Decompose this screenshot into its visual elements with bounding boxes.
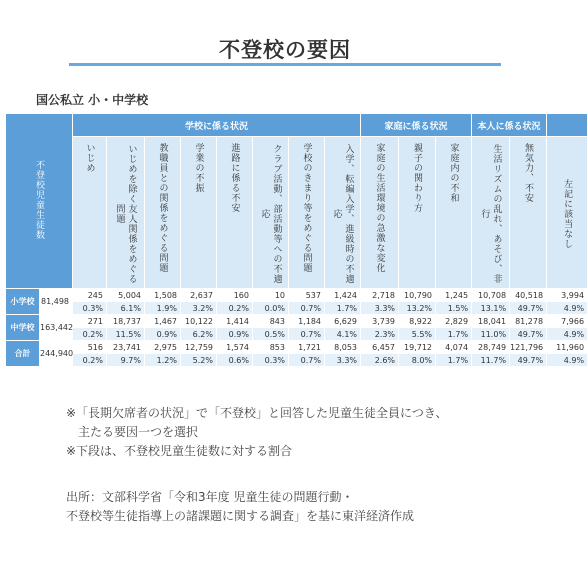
- column-header: [510, 137, 547, 289]
- percent-cell: 2.3%: [361, 328, 399, 341]
- percent-cell: 3.3%: [361, 302, 399, 315]
- count-cell: 10,122: [181, 315, 217, 328]
- column-header-label: いじめを除く友人関係をめぐる問題: [114, 144, 137, 284]
- percent-cell: 0.2%: [217, 302, 253, 315]
- count-cell: 4,074: [436, 341, 472, 354]
- percent-cell: 13.1%: [472, 302, 510, 315]
- column-header: [325, 137, 361, 289]
- percent-cell: 5.2%: [181, 354, 217, 367]
- count-cell: 6,457: [361, 341, 399, 354]
- row-total: 244,940: [40, 341, 73, 367]
- percent-cell: 11.7%: [472, 354, 510, 367]
- count-cell: 12,759: [181, 341, 217, 354]
- count-cell: 1,574: [217, 341, 253, 354]
- percent-cell: 9.7%: [107, 354, 145, 367]
- percent-cell: 1.2%: [145, 354, 181, 367]
- percent-cell: 1.7%: [436, 354, 472, 367]
- column-header-label: 無気力、不安: [523, 143, 534, 203]
- column-header: [399, 137, 436, 289]
- note-line: 主たる要因一つを選択: [78, 425, 199, 439]
- note-line: ※下段は、不登校児童生徒数に対する割合: [66, 444, 293, 458]
- table-row: [6, 328, 588, 341]
- title-underline: [69, 63, 501, 66]
- count-cell: 40,518: [510, 289, 547, 302]
- count-cell: 121,796: [510, 341, 547, 354]
- percent-cell: 6.2%: [181, 328, 217, 341]
- group-none-header: [547, 114, 588, 137]
- percent-cell: 13.2%: [399, 302, 436, 315]
- count-cell: 19,712: [399, 341, 436, 354]
- table-row: [6, 354, 588, 367]
- page-title: 不登校の要因: [219, 38, 351, 62]
- percent-cell: 0.2%: [73, 328, 107, 341]
- percent-cell: 0.3%: [253, 354, 289, 367]
- source-line: 不登校等生徒指導上の諸課題に関する調査」を基に東洋経済作成: [66, 509, 415, 523]
- group-school: 学校に係る状況: [73, 114, 361, 137]
- count-header-cell: [6, 114, 73, 289]
- count-cell: 5,004: [107, 289, 145, 302]
- count-cell: 2,829: [436, 315, 472, 328]
- count-cell: 10,708: [472, 289, 510, 302]
- count-cell: 2,975: [145, 341, 181, 354]
- count-cell: 10,790: [399, 289, 436, 302]
- count-cell: 6,629: [325, 315, 361, 328]
- column-header: [253, 137, 289, 289]
- count-cell: 1,508: [145, 289, 181, 302]
- percent-cell: 0.5%: [253, 328, 289, 341]
- percent-cell: 1.9%: [145, 302, 181, 315]
- count-cell: 537: [289, 289, 325, 302]
- column-header: [289, 137, 325, 289]
- note-line: ※「長期欠席者の状況」で「不登校」と回答した児童生徒全員につき、: [66, 406, 448, 420]
- column-header: [73, 137, 107, 289]
- column-header-label: いじめ: [84, 143, 95, 173]
- column-header-label: 家庭の生活環境の急激な変化: [374, 143, 385, 273]
- percent-cell: 1.7%: [325, 302, 361, 315]
- percent-cell: 4.9%: [547, 302, 588, 315]
- count-cell: 1,424: [325, 289, 361, 302]
- column-header: [547, 137, 588, 289]
- count-cell: 2,637: [181, 289, 217, 302]
- percent-cell: 3.3%: [325, 354, 361, 367]
- source-credit: [66, 488, 414, 526]
- row-label: 合計: [6, 341, 40, 367]
- column-header-label: 入学、転編入学、進級時の不適応: [331, 144, 354, 284]
- percent-cell: 4.9%: [547, 328, 588, 341]
- count-cell: 81,278: [510, 315, 547, 328]
- percent-cell: 0.3%: [73, 302, 107, 315]
- count-cell: 8,922: [399, 315, 436, 328]
- column-header: [217, 137, 253, 289]
- source-line: 出所：文部科学省「令和3年度 児童生徒の問題行動・: [66, 490, 354, 504]
- count-cell: 3,994: [547, 289, 588, 302]
- count-cell: 3,739: [361, 315, 399, 328]
- percent-cell: 0.0%: [253, 302, 289, 315]
- column-header: [472, 137, 510, 289]
- row-label: 中学校: [6, 315, 40, 341]
- percent-cell: 1.7%: [436, 328, 472, 341]
- row-total: 81,498: [40, 289, 73, 315]
- row-label: 小学校: [6, 289, 40, 315]
- percent-cell: 2.6%: [361, 354, 399, 367]
- count-cell: 23,741: [107, 341, 145, 354]
- column-header-label: 学業の不振: [193, 143, 204, 193]
- column-header: [361, 137, 399, 289]
- column-header-label: 家庭内の不和: [448, 143, 459, 203]
- percent-cell: 0.7%: [289, 302, 325, 315]
- column-header-label: 左記に該当なし: [562, 179, 573, 249]
- count-cell: 28,749: [472, 341, 510, 354]
- count-cell: 18,041: [472, 315, 510, 328]
- row-total: 163,442: [40, 315, 73, 341]
- percent-cell: 0.9%: [145, 328, 181, 341]
- table-row: [6, 289, 588, 302]
- percent-cell: 4.9%: [547, 354, 588, 367]
- table-row: [6, 302, 588, 315]
- count-cell: 2,718: [361, 289, 399, 302]
- group-family: 家庭に係る状況: [361, 114, 472, 137]
- percent-cell: 0.2%: [73, 354, 107, 367]
- column-header-label: クラブ活動、部活動等への不適応: [259, 144, 282, 284]
- count-cell: 843: [253, 315, 289, 328]
- count-cell: 1,184: [289, 315, 325, 328]
- percent-cell: 49.7%: [510, 354, 547, 367]
- count-cell: 1,414: [217, 315, 253, 328]
- table-subtitle: 国公私立 小・中学校: [36, 93, 149, 107]
- table-row: [6, 315, 588, 328]
- percent-cell: 11.0%: [472, 328, 510, 341]
- count-cell: 245: [73, 289, 107, 302]
- count-cell: 271: [73, 315, 107, 328]
- count-cell: 853: [253, 341, 289, 354]
- percent-cell: 8.0%: [399, 354, 436, 367]
- column-header-label: 進路に係る不安: [229, 143, 240, 213]
- column-header: [181, 137, 217, 289]
- count-cell: 18,737: [107, 315, 145, 328]
- percent-cell: 3.2%: [181, 302, 217, 315]
- column-header-label: 教職員との関係をめぐる問題: [157, 143, 168, 273]
- percent-cell: 0.7%: [289, 354, 325, 367]
- percent-cell: 49.7%: [510, 302, 547, 315]
- count-cell: 8,053: [325, 341, 361, 354]
- table-body: [6, 289, 588, 367]
- count-cell: 7,966: [547, 315, 588, 328]
- column-header-label: 生活リズムの乱れ、あそび、非行: [479, 144, 502, 284]
- table-row: [6, 341, 588, 354]
- percent-cell: 11.5%: [107, 328, 145, 341]
- count-cell: 516: [73, 341, 107, 354]
- percent-cell: 49.7%: [510, 328, 547, 341]
- column-header: [145, 137, 181, 289]
- count-cell: 1,467: [145, 315, 181, 328]
- notes: [66, 404, 447, 461]
- column-header-label: 親子の関わり方: [412, 143, 423, 213]
- count-cell: 11,960: [547, 341, 588, 354]
- percent-cell: 0.7%: [289, 328, 325, 341]
- percent-cell: 0.9%: [217, 328, 253, 341]
- count-cell: 160: [217, 289, 253, 302]
- column-header-label: 学校のきまり等をめぐる問題: [301, 143, 312, 273]
- percent-cell: 5.5%: [399, 328, 436, 341]
- percent-cell: 4.1%: [325, 328, 361, 341]
- percent-cell: 1.5%: [436, 302, 472, 315]
- causes-table: [5, 113, 588, 367]
- column-header: [107, 137, 145, 289]
- count-header: 不登校児童生徒数: [34, 159, 44, 240]
- count-cell: 10: [253, 289, 289, 302]
- percent-cell: 0.6%: [217, 354, 253, 367]
- percent-cell: 6.1%: [107, 302, 145, 315]
- count-cell: 1,245: [436, 289, 472, 302]
- count-cell: 1,721: [289, 341, 325, 354]
- group-self: 本人に係る状況: [472, 114, 547, 137]
- column-header: [436, 137, 472, 289]
